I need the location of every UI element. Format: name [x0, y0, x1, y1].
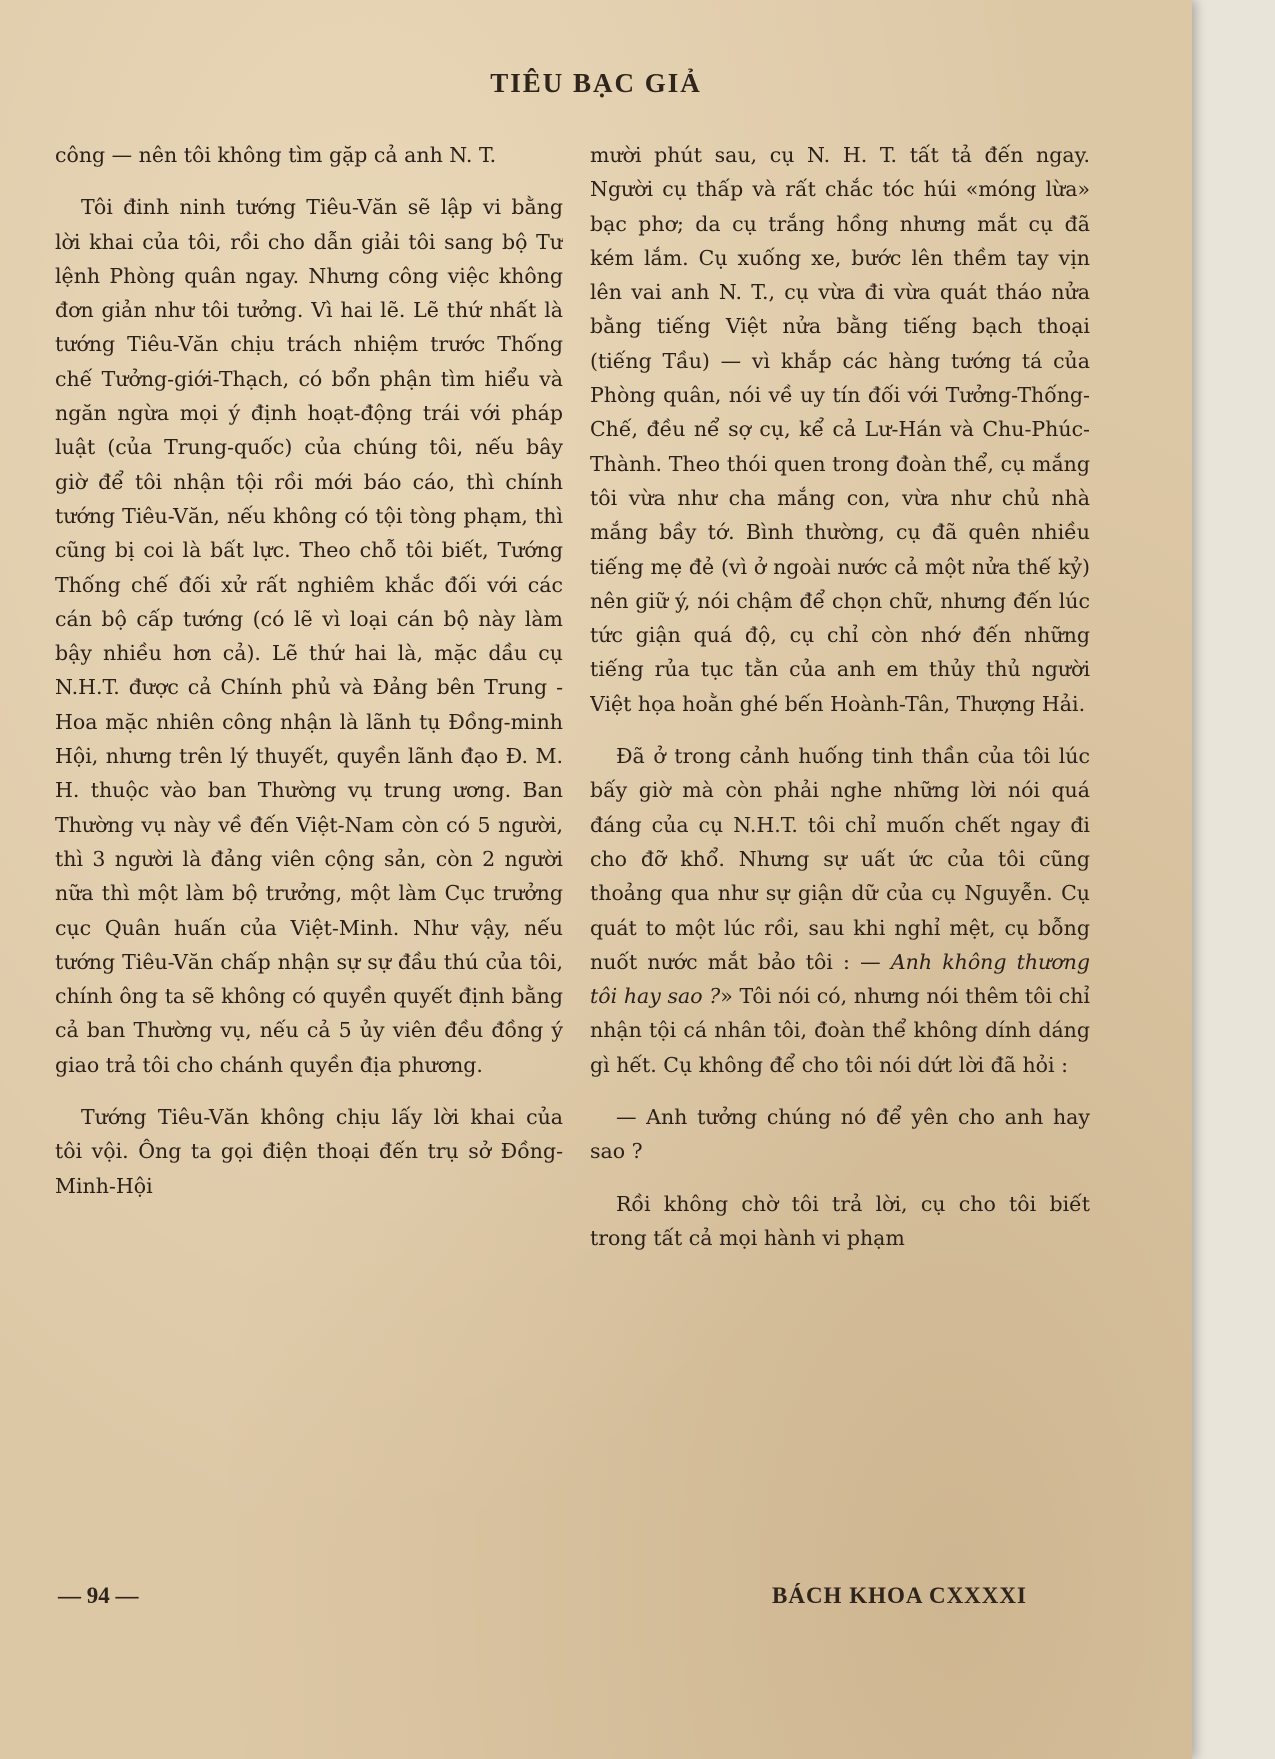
right-paragraph-3: — Anh tưởng chúng nó để yên cho anh hay sao ?: [590, 1105, 1090, 1164]
left-paragraph-1: công — nên tôi không tìm gặp cả anh N. T.: [55, 143, 497, 167]
right-paragraph-1: mười phút sau, cụ N. H. T. tất tả đến ngay. Người cụ thấp và rất chắc tóc húi «móng lừa» bạc phơ; da cụ trắng hồng nhưng mắt cụ đã kém lắm. Cụ xuống xe, bước lên thềm tay vịn lên vai anh N. T., cụ vừa đi vừa quát tháo nửa bằng tiếng Việt nửa bằng tiếng bạch thoại (tiếng Tầu) — vì khắp các hàng tướng tá của Phòng quân, nói về uy tín đối với Tưởng-Thống-Chế, đều nể sợ cụ, kể cả Lư-Hán và Chu-Phúc-Thành. Theo thói quen trong đoàn thể, cụ mắng tôi vừa như cha mắng con, vừa như chủ nhà mắng bầy tớ. Bình thường, cụ đã quên nhiều tiếng mẹ đẻ (vì ở ngoài nước cả một nửa thế kỷ) nên giữ ý, nói chậm để chọn chữ, nhưng đến lúc tức giận quá độ, cụ chỉ còn nhớ đến những tiếng rủa tục tằn của anh em thủy thủ người Việt họa hoằn ghé bến Hoành-Tân, Thượng Hải.: [590, 143, 1090, 716]
right-paragraph-2-text: Đã ở trong cảnh huống tinh thần của tôi lúc bấy giờ mà còn phải nghe những lời nói quá đáng của cụ N.H.T. tôi chỉ muốn chết ngay đi cho đỡ khổ. Nhưng sự uất ức của tôi cũng thoảng qua như sự giận dữ của cụ Nguyễn. Cụ quát to một lúc rồi, sau khi nghỉ mệt, cụ bỗng nuốt nước mắt bảo tôi : —: [590, 744, 1090, 974]
right-paragraph-2-quote: Anh không thương tôi hay sao ?: [590, 949, 1090, 1009]
right-column: [590, 138, 1090, 1578]
right-paragraph-2-end: » Tôi nói có, nhưng nói thêm tôi chỉ nhận tội cá nhân tôi, đoàn thể không dính dáng gì hết. Cụ không để cho tôi nói dứt lời đã hỏi :: [590, 984, 1090, 1077]
page-number: — 94 —: [58, 1583, 139, 1608]
left-paragraph-2: Tôi đinh ninh tướng Tiêu-Văn sẽ lập vi bằng lời khai của tôi, rồi cho dẫn giải tôi sang bộ Tư lệnh Phòng quân ngay. Nhưng công việc không đơn giản như tôi tưởng. Vì hai lẽ. Lẽ thứ nhất là tướng Tiêu-Văn chịu trách nhiệm trước Thống chế Tưởng-giới-Thạch, có bổn phận tìm hiểu và ngăn ngừa mọi ý định hoạt-động trái với pháp luật (của Trung-quốc) của chúng tôi, nếu bây giờ để tôi nhận tội rồi mới báo cáo, thì chính tướng Tiêu-Văn, nếu không có tội tòng phạm, thì cũng bị coi là bất lực. Theo chỗ tôi biết, Tướng Thống chế đối xử rất nghiêm khắc đối với các cán bộ cấp tướng (có lẽ vì loại cán bộ này làm bậy nhiều hơn cả). Lẽ thứ hai là, mặc dầu cụ N.H.T. được cả Chính phủ và Đảng bên Trung - Hoa mặc nhiên công nhận là lãnh tụ Đồng-minh Hội, nhưng trên lý thuyết, quyền lãnh đạo Đ. M. H. thuộc vào ban Thường vụ trung ương. Ban Thường vụ này về đến Việt-Nam còn có 5 người, thì 3 người là đảng viên cộng sản, còn 2 người nữa thì một làm bộ trưởng, một làm Cục trưởng cục Quân huấn của Việt-Minh. Như vậy, nếu tướng Tiêu-Văn chấp nhận sự sự đầu thú của tôi, chính ông ta sẽ không có quyền quyết định bằng cả ban Thường vụ, nếu cả 5 ủy viên đều đồng ý giao trả tôi cho chánh quyền địa phương.: [55, 195, 563, 1077]
left-paragraph-3: Tướng Tiêu-Văn không chịu lấy lời khai của tôi vội. Ông ta gọi điện thoại đến trụ sở Đồng-Minh-Hội: [55, 1105, 563, 1198]
right-paragraph-2: [590, 739, 1090, 1082]
journal-issue: BÁCH KHOA CXXXXI: [772, 1583, 1027, 1608]
running-title: TIÊU BẠC GIẢ: [490, 68, 702, 98]
left-column: [55, 138, 563, 1578]
right-paragraph-4: Rồi không chờ tôi trả lời, cụ cho tôi biết trong tất cả mọi hành vi phạm: [590, 1191, 1090, 1250]
